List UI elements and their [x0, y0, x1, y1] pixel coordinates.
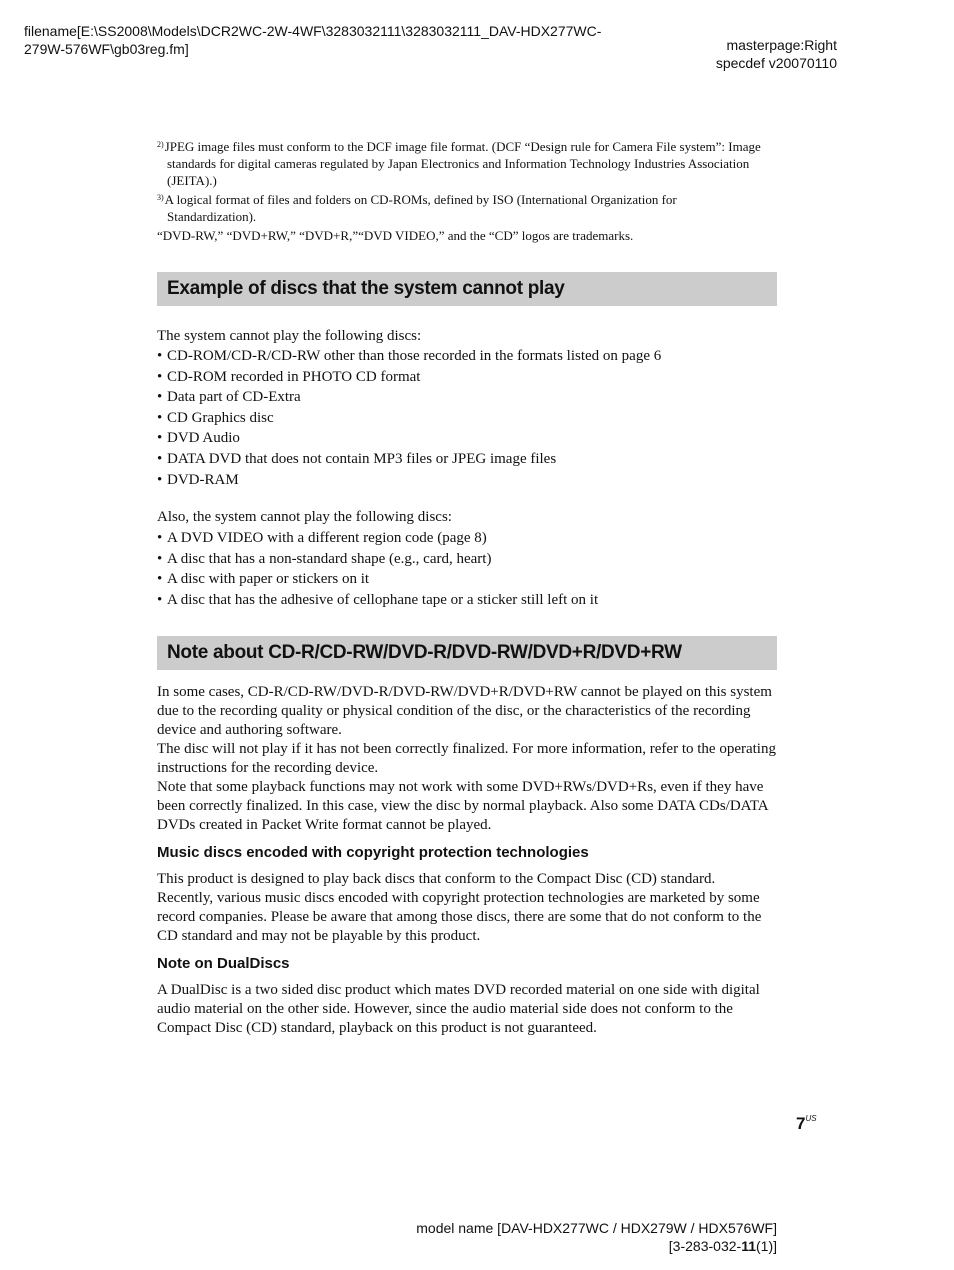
list-item: • CD-ROM/CD-R/CD-RW other than those recorded in the formats listed on page 6: [157, 346, 777, 367]
section2-para2-l1: The disc will not play if it has not been correctly finalized. For more information, refer to the operating: [157, 741, 776, 757]
section1-list2: [157, 528, 777, 610]
page-number: [796, 1114, 817, 1134]
copyright-l2: Recently, various music discs encoded with copyright protection technologies are marketed by some: [157, 890, 760, 906]
footer-code-prefix: [3-283-032-: [668, 1238, 742, 1254]
section2-para1-l3: device and authoring software.: [157, 722, 342, 738]
header-filename-line1: filename[E:\SS2008\Models\DCR2WC-2W-4WF\3283032111\3283032111_DAV-HDX277WC-: [24, 23, 602, 39]
header-masterpage: [716, 36, 837, 72]
copyright-l4: CD standard and may not be playable by this product.: [157, 928, 481, 944]
footer-code: [416, 1237, 777, 1255]
section2-para2-l2: instructions for the recording device.: [157, 760, 379, 776]
header-specdef-label: specdef v20070110: [715, 55, 837, 71]
subheading-copyright-protection: Music discs encoded with copyright protection technologies: [157, 844, 589, 861]
header-filename: [24, 22, 644, 58]
dualdisc-l2: audio material on the other side. However, since the audio material side does not conform to the: [157, 1001, 733, 1017]
list-item: • DATA DVD that does not contain MP3 files or JPEG image files: [157, 449, 777, 470]
footnote-3-mark: 3): [157, 193, 164, 202]
footnote-2-mark: 2): [157, 140, 164, 149]
list-item: • A DVD VIDEO with a different region code (page 8): [157, 528, 777, 549]
footer-code-bold: 11: [741, 1238, 756, 1254]
section2-para3-l3: DVDs created in Packet Write format cannot be played.: [157, 817, 492, 833]
footnote-3-line2: Standardization).: [167, 209, 257, 224]
list-item: • A disc with paper or stickers on it: [157, 569, 777, 590]
header-filename-line2: 279W-576WF\gb03reg.fm]: [24, 41, 189, 57]
section2-paragraphs: [157, 683, 777, 835]
copyright-l3: record companies. Please be aware that among those discs, there are some that do not conform to the: [157, 909, 762, 925]
list-item: • CD Graphics disc: [157, 408, 777, 429]
footnote-2-line3: (JEITA).): [167, 173, 217, 188]
section2-para1-l2: due to the recording quality or physical condition of the disc, or the characteristics of the recording: [157, 703, 751, 719]
list-item: • A disc that has a non-standard shape (e.g., card, heart): [157, 549, 777, 570]
page-number-suffix: US: [805, 1114, 817, 1123]
copyright-l1: This product is designed to play back discs that conform to the Compact Disc (CD) standard.: [157, 871, 716, 887]
section2-para3-l2: been correctly finalized. In this case, view the disc by normal playback. Also some DATA CDs/DATA: [157, 798, 769, 814]
footnote-3-line1: A logical format of files and folders on CD-ROMs, defined by ISO (International Organization for: [164, 192, 677, 207]
footer-code-suffix: (1)]: [756, 1238, 777, 1254]
section-heading-cannot-play: Example of discs that the system cannot play: [157, 272, 777, 306]
list-item: • CD-ROM recorded in PHOTO CD format: [157, 367, 777, 388]
footer-model: [416, 1219, 777, 1255]
section2-para1-l1: In some cases, CD-R/CD-RW/DVD-R/DVD-RW/DVD+R/DVD+RW cannot be played on this system: [157, 684, 772, 700]
section1-intro2: Also, the system cannot play the following discs:: [157, 509, 452, 525]
list-item: • Data part of CD-Extra: [157, 387, 777, 408]
dualdisc-l3: Compact Disc (CD) standard, playback on this product is not guaranteed.: [157, 1020, 597, 1036]
section1-list1: [157, 346, 777, 490]
footnote-2-line2: standards for digital cameras regulated by Japan Electronics and Information Technology Industries Association: [167, 156, 750, 171]
subheading-dualdiscs: Note on DualDiscs: [157, 955, 290, 972]
dualdisc-l1: A DualDisc is a two sided disc product which mates DVD recorded material on one side with digital: [157, 982, 760, 998]
footnote-2: [157, 138, 777, 189]
footnote-2-line1: JPEG image files must conform to the DCF image file format. (DCF “Design rule for Camera File system”: Image: [164, 139, 761, 154]
section2-para3-l1: Note that some playback functions may not work with some DVD+RWs/DVD+Rs, even if they have: [157, 779, 764, 795]
list-item: • A disc that has the adhesive of cellophane tape or a sticker still left on it: [157, 590, 777, 611]
section1-intro: The system cannot play the following discs:: [157, 328, 422, 344]
trademark-note: “DVD-RW,” “DVD+RW,” “DVD+R,”“DVD VIDEO,” and the “CD” logos are trademarks.: [157, 228, 634, 243]
copyright-paragraph: [157, 870, 777, 946]
header-masterpage-label: masterpage:Right: [726, 37, 837, 53]
list-item: • DVD-RAM: [157, 470, 777, 491]
footer-model-name: model name [DAV-HDX277WC / HDX279W / HDX576WF]: [416, 1220, 777, 1236]
footnote-3: [157, 191, 777, 225]
page-number-value: 7: [796, 1114, 806, 1133]
list-item: • DVD Audio: [157, 428, 777, 449]
dualdisc-paragraph: [157, 981, 777, 1038]
section-heading-cdr-note: Note about CD-R/CD-RW/DVD-R/DVD-RW/DVD+R/DVD+RW: [157, 636, 777, 670]
